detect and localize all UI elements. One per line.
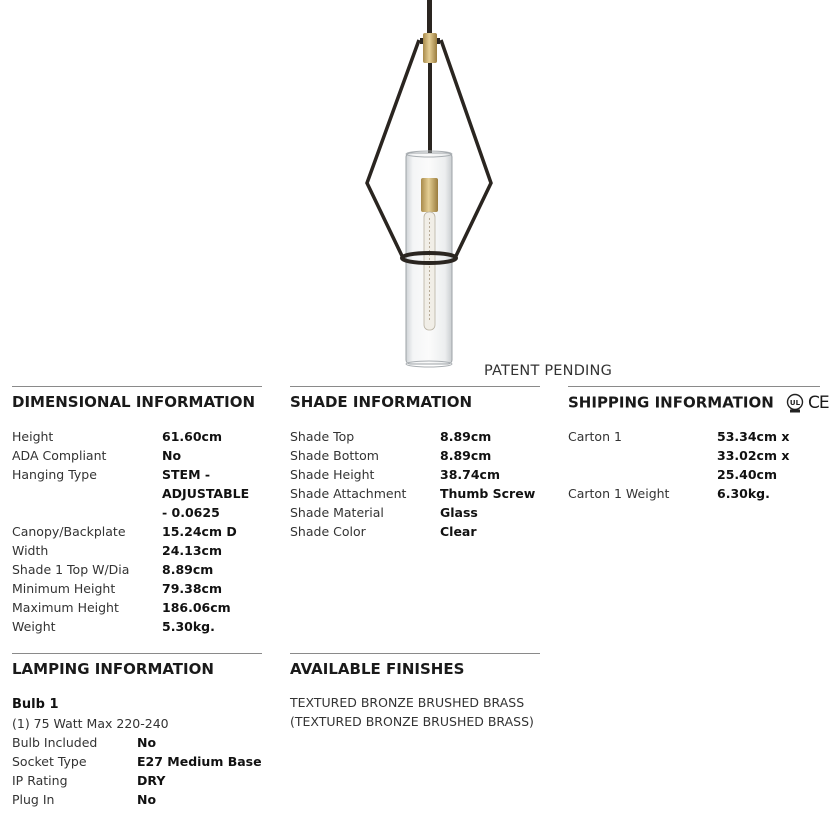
spec-row: Shade Height 38.74cm bbox=[290, 467, 500, 482]
spec-row: Width 24.13cm bbox=[12, 543, 222, 558]
finishes-section bbox=[290, 653, 540, 743]
section-title: AVAILABLE FINISHES bbox=[290, 660, 465, 678]
dimensional-section bbox=[12, 386, 262, 646]
section-title: LAMPING INFORMATION bbox=[12, 660, 214, 678]
section-title: DIMENSIONAL INFORMATION bbox=[12, 393, 256, 411]
shipping-section bbox=[568, 386, 829, 501]
spec-row: Maximum Height 186.06cm bbox=[12, 600, 231, 615]
dimensional-rows bbox=[12, 427, 262, 636]
lamping-section bbox=[12, 653, 262, 811]
ul-listed-icon bbox=[785, 393, 805, 413]
spec-row: Shade Bottom 8.89cm bbox=[290, 448, 492, 463]
shade-section bbox=[290, 386, 540, 546]
spec-row: Canopy/Backplate 15.24cm D bbox=[12, 524, 237, 539]
section-title: SHIPPING INFORMATION UL CE bbox=[568, 393, 829, 413]
section-divider bbox=[12, 653, 262, 654]
spec-row: Shade Color Clear bbox=[290, 524, 477, 539]
spec-row: ADA Compliant No bbox=[12, 448, 182, 463]
spec-row: Shade Attachment Thumb Screw bbox=[290, 486, 536, 501]
finish-line: (TEXTURED BRONZE BRUSHED BRASS) bbox=[290, 714, 534, 729]
section-divider bbox=[12, 386, 262, 387]
spec-row: Socket Type E27 Medium Base bbox=[12, 754, 262, 769]
spec-row: Shade Material Glass bbox=[290, 505, 478, 520]
spec-row: Carton 1 53.34cm x 33.02cm x 25.40cm bbox=[568, 429, 790, 482]
spec-row: Plug In No bbox=[12, 792, 157, 807]
section-divider bbox=[290, 653, 540, 654]
spec-row: Bulb Included No bbox=[12, 735, 157, 750]
section-divider bbox=[568, 386, 820, 387]
spec-row: Weight 5.30kg. bbox=[12, 619, 215, 634]
finishes-list bbox=[290, 693, 550, 731]
shipping-rows bbox=[568, 427, 836, 503]
spec-row: IP Rating DRY bbox=[12, 773, 166, 788]
spec-row: Hanging Type STEM - ADJUSTABLE - 0.0625 bbox=[12, 467, 250, 520]
section-divider bbox=[290, 386, 540, 387]
spec-row: Minimum Height 79.38cm bbox=[12, 581, 222, 596]
certification-marks bbox=[785, 393, 829, 413]
spec-row: Height 61.60cm bbox=[12, 429, 222, 444]
section-title: SHADE INFORMATION bbox=[290, 393, 473, 411]
pendant-light-image bbox=[355, 0, 505, 370]
bulb-description: (1) 75 Watt Max 220-240 bbox=[12, 716, 169, 731]
spec-row: Carton 1 Weight 6.30kg. bbox=[568, 486, 770, 501]
lamping-rows bbox=[12, 695, 262, 809]
bulb-title: Bulb 1 bbox=[12, 697, 59, 712]
ul-mark-text: UL bbox=[789, 399, 801, 407]
spec-row: Shade Top 8.89cm bbox=[290, 429, 492, 444]
spec-row: Shade 1 Top W/Dia 8.89cm bbox=[12, 562, 214, 577]
finish-line: TEXTURED BRONZE BRUSHED BRASS bbox=[290, 695, 525, 710]
shade-rows bbox=[290, 427, 540, 541]
ce-mark: CE bbox=[808, 393, 829, 413]
patent-pending-label: PATENT PENDING bbox=[484, 363, 613, 379]
